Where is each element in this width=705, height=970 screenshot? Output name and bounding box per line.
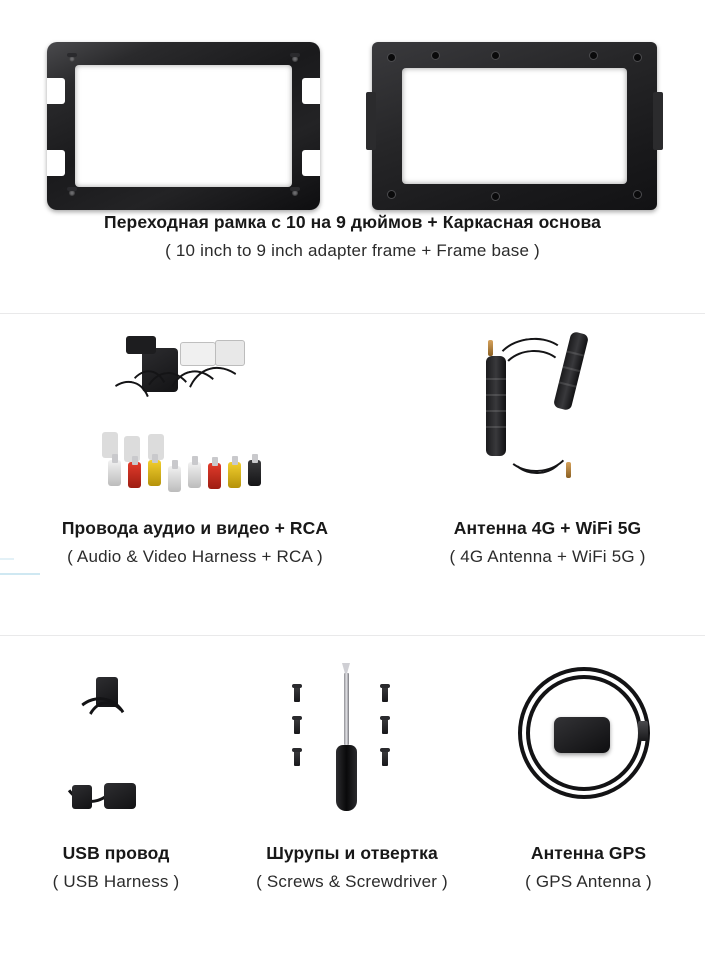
divider-2 bbox=[0, 635, 705, 636]
cell-screws-screwdriver bbox=[232, 645, 472, 945]
gps-caption-ru: Антенна GPS bbox=[530, 843, 647, 863]
frames-caption-en: ( 10 inch to 9 inch adapter frame + Frame base ) bbox=[165, 241, 540, 260]
cell-audio-video-harness bbox=[0, 320, 390, 600]
usb-caption-en: ( USB Harness ) bbox=[52, 872, 180, 891]
harness-caption-block bbox=[0, 518, 390, 567]
screws-caption-block bbox=[232, 843, 472, 892]
section-harness-antenna bbox=[0, 320, 705, 620]
cell-usb-harness bbox=[0, 645, 232, 945]
frame-base-image bbox=[372, 42, 657, 210]
adapter-frame-image bbox=[47, 42, 320, 210]
usb-harness-image bbox=[0, 645, 232, 835]
antenna4g-caption-en: ( 4G Antenna + WiFi 5G ) bbox=[449, 547, 646, 566]
decorative-artifact-line bbox=[0, 573, 40, 575]
gps-caption-block bbox=[472, 843, 705, 892]
frames-image-row bbox=[0, 20, 705, 200]
antenna-4g-image bbox=[390, 320, 705, 510]
usb-caption-block bbox=[0, 843, 232, 892]
screws-caption-ru: Шурупы и отвертка bbox=[266, 843, 438, 863]
audio-video-harness-image bbox=[0, 320, 390, 510]
antenna4g-caption-ru: Антенна 4G + WiFi 5G bbox=[453, 518, 642, 538]
screws-caption-en: ( Screws & Screwdriver ) bbox=[256, 872, 448, 891]
frames-caption-block bbox=[0, 212, 705, 261]
screws-screwdriver-image bbox=[232, 645, 472, 835]
harness-caption-ru: Провода аудио и видео + RCA bbox=[61, 518, 329, 538]
decorative-artifact-line-2 bbox=[0, 558, 14, 560]
cell-4g-antenna bbox=[390, 320, 705, 600]
harness-caption-en: ( Audio & Video Harness + RCA ) bbox=[67, 547, 323, 566]
antenna4g-caption-block bbox=[390, 518, 705, 567]
divider-1 bbox=[0, 313, 705, 314]
usb-caption-ru: USB провод bbox=[62, 843, 170, 863]
gps-caption-en: ( GPS Antenna ) bbox=[525, 872, 652, 891]
section-frames bbox=[0, 0, 705, 300]
gps-antenna-image bbox=[472, 645, 705, 835]
section-usb-screws-gps bbox=[0, 645, 705, 955]
frames-caption-ru: Переходная рамка с 10 на 9 дюймов + Каркасная основа bbox=[104, 212, 601, 232]
cell-gps-antenna bbox=[472, 645, 705, 945]
